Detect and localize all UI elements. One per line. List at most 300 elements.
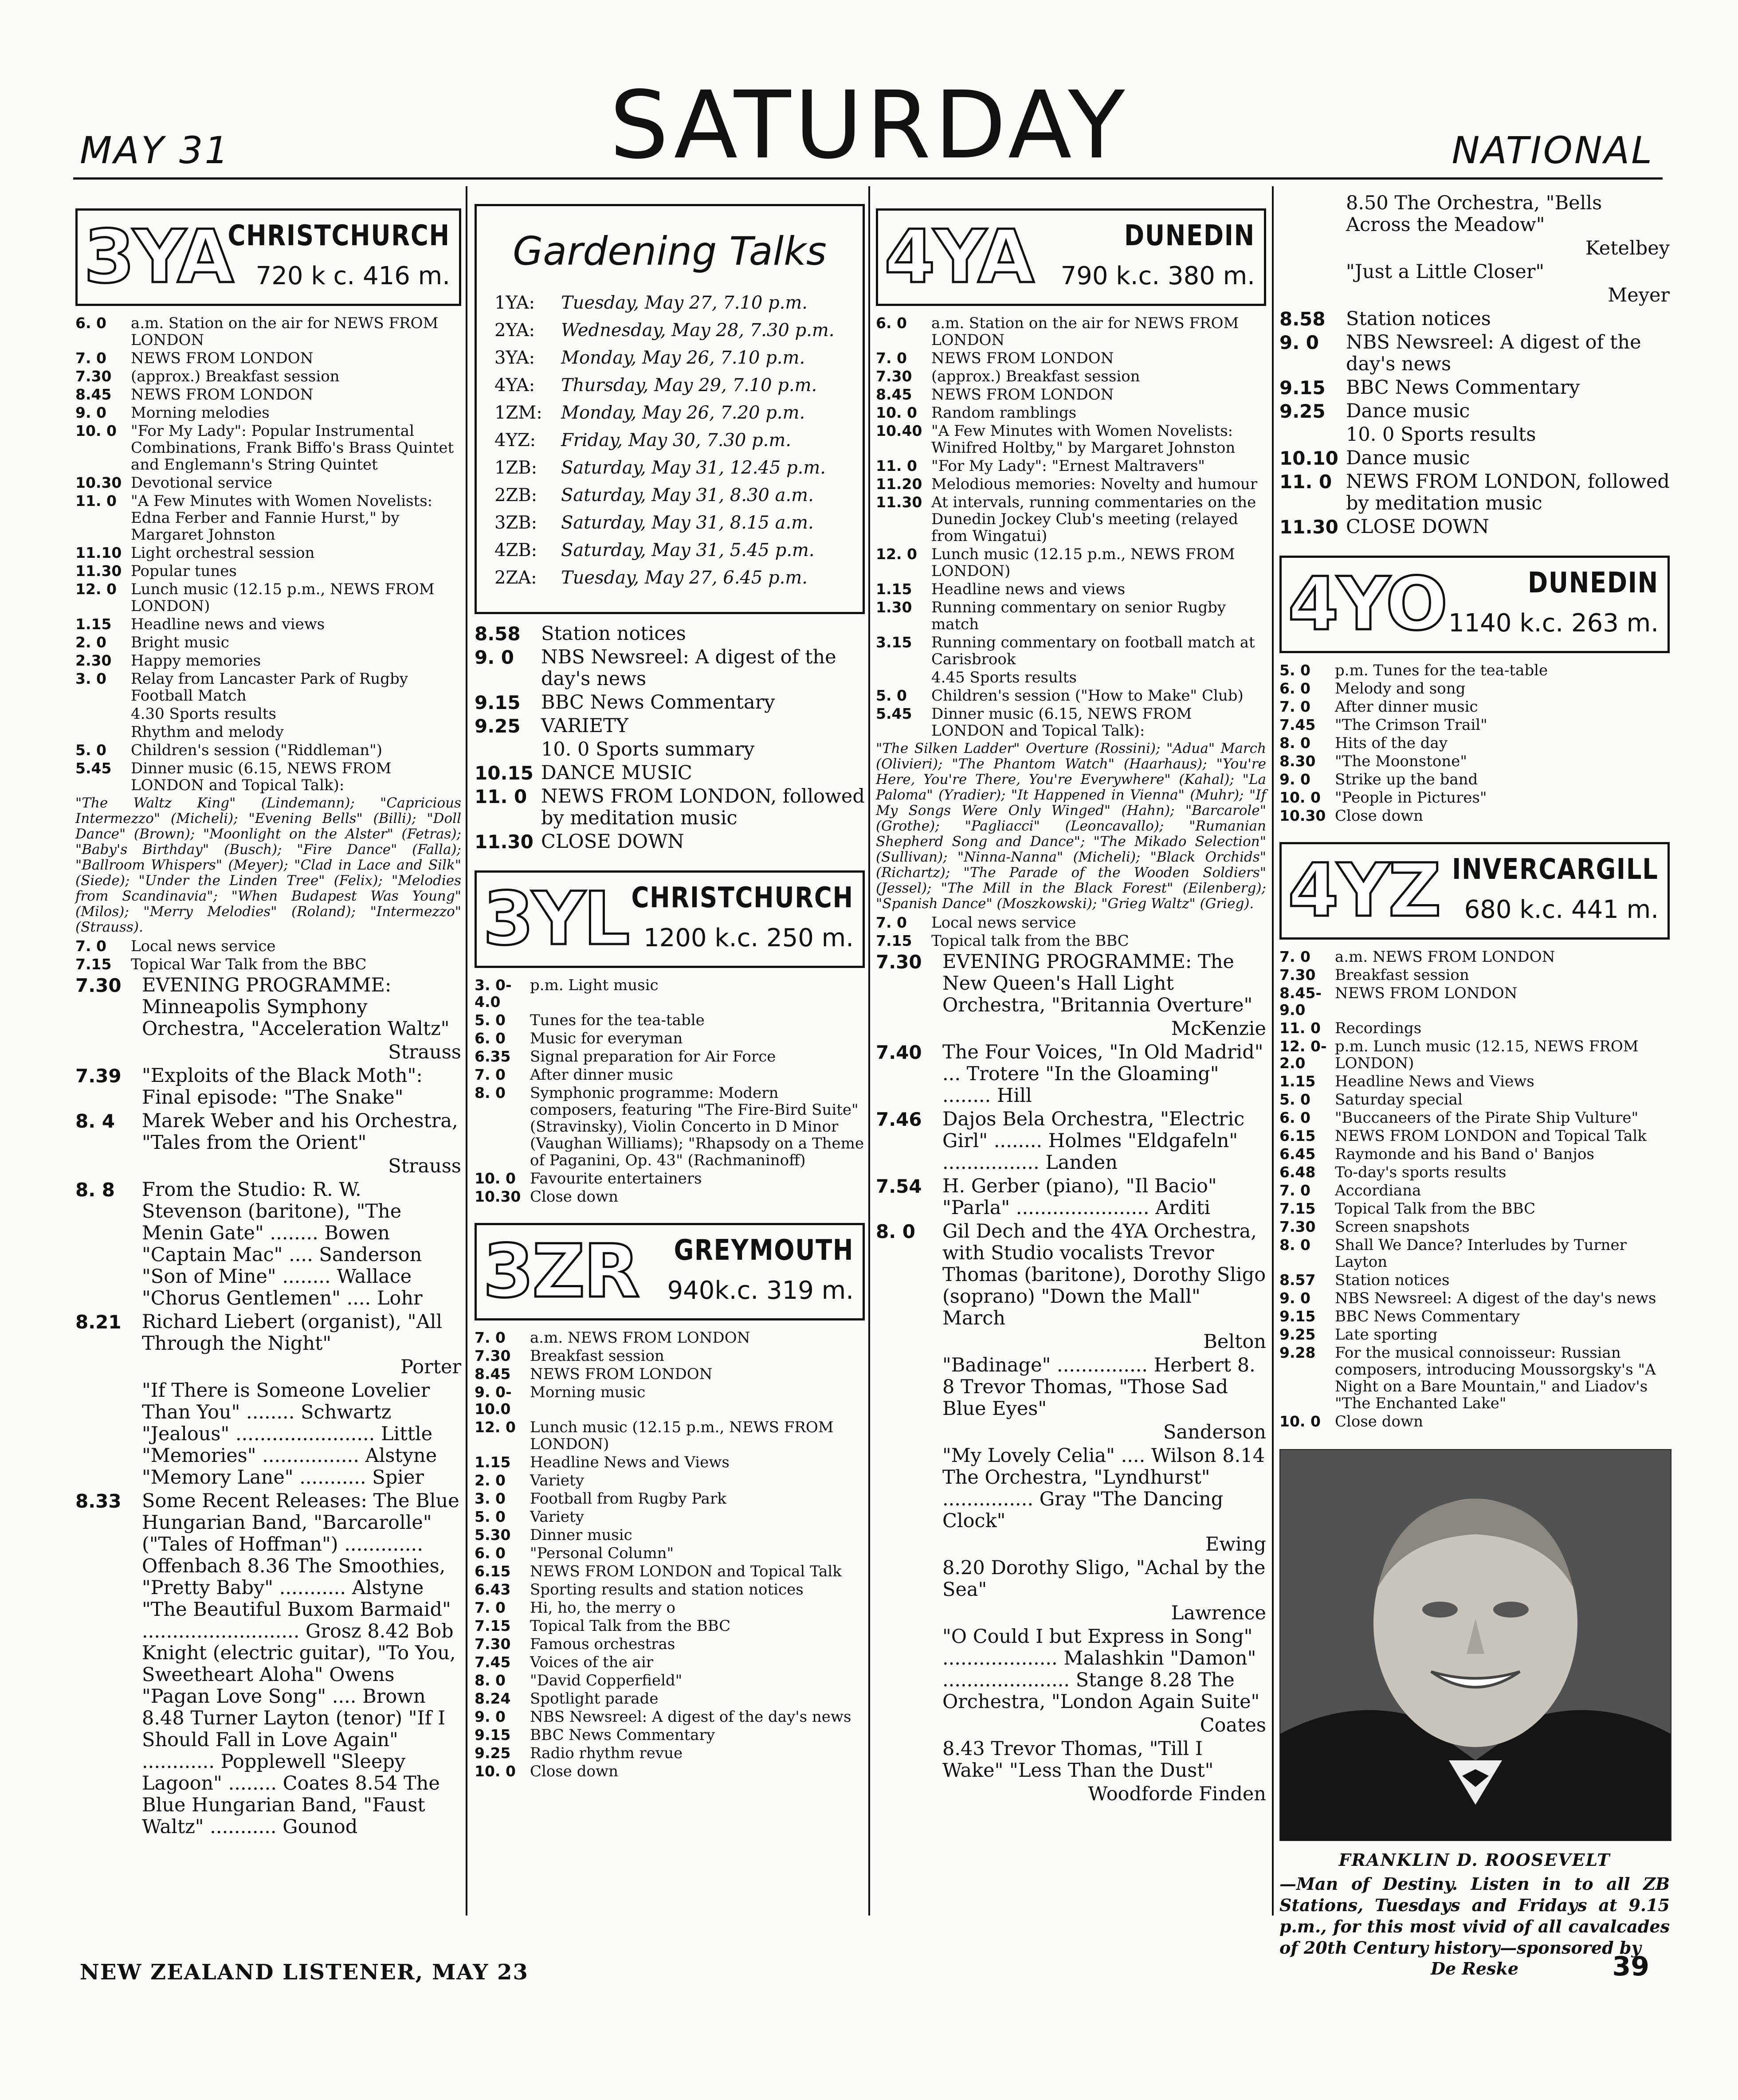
photo-caption-sponsor: De Reske [1430,1959,1518,1979]
schedule-item: Radio rhythm revue [530,1744,683,1762]
schedule-time: 7.30 [876,368,912,385]
gardening-talk-item [494,292,845,314]
schedule-row [876,705,1266,739]
composer-line [75,1042,461,1063]
header-rule [73,177,1663,180]
schedule-item: Saturday special [1335,1091,1463,1109]
schedule-item: Headline news and views [131,615,325,633]
gardening-talk-item [494,347,845,369]
schedule-row [475,1066,865,1083]
schedule-row [75,404,461,421]
schedule-row [1279,400,1670,422]
schedule-item: NBS Newsreel: A digest of the day's news [541,646,836,690]
schedule-time: 8.21 [75,1311,122,1333]
schedule-time: 11.30 [1279,516,1338,538]
gardening-station: 2ZB: [494,485,537,505]
schedule-item: NEWS FROM LONDON, followed by meditation music [1346,470,1670,514]
schedule-row [75,563,461,580]
schedule-item: Lunch music (12.15 p.m., NEWS FROM LONDON) [530,1418,834,1453]
gardening-station: 1YA: [494,293,535,313]
schedule-row [1279,662,1670,679]
schedule-time: 7.45 [475,1653,511,1671]
schedule-time: 6.43 [475,1581,511,1598]
schedule-time: 10.15 [475,762,534,784]
schedule-row [75,652,461,669]
schedule-time: 6.15 [1279,1127,1316,1144]
schedule-row [475,1384,865,1418]
page-number: 39 [1612,1951,1649,1982]
schedule-time: 8.33 [75,1490,122,1512]
schedule-row [475,1563,865,1580]
schedule-time [876,669,931,686]
schedule-row [475,692,865,713]
schedule-row [1279,192,1670,236]
schedule-time: 8.58 [1279,308,1326,330]
schedule-list [876,315,1266,739]
schedule-item: Melody and song [1335,680,1466,697]
schedule-item: a.m. Station on the air for NEWS FROM LONDON [131,314,439,349]
schedule-item: The Four Voices, "In Old Madrid" ... Trotere "In the Gloaming" ........ Hill [942,1041,1263,1107]
schedule-row [75,1311,461,1355]
schedule-time: 6.45 [1279,1145,1316,1163]
schedule-row [1279,1237,1670,1270]
schedule-row [75,705,461,722]
gardening-talk-item [494,457,845,479]
gardening-talks-box [475,204,865,614]
station-logo: 4YA [884,214,1033,299]
schedule-row [475,1545,865,1562]
schedule-item: 4.45 Sports results [931,669,1077,686]
schedule-row [75,350,461,367]
schedule-time: 6. 0 [75,314,106,332]
schedule-time: 11.30 [475,831,534,853]
schedule-row [1279,985,1670,1019]
schedule-time: 1.15 [1279,1073,1316,1090]
schedule-row [876,476,1266,493]
schedule-time: 10. 0 [1279,789,1321,806]
schedule-row [475,786,865,829]
schedule-item: NBS Newsreel: A digest of the day's news [530,1708,851,1726]
schedule-time: 7.15 [475,1617,511,1634]
schedule-item: Morning music [530,1383,646,1401]
composer-name: McKenzie [1171,1018,1266,1040]
schedule-item: Headline News and Views [530,1454,730,1471]
schedule-item: Dajos Bela Orchestra, "Electric Girl" ........ Holmes "Eldgafeln" ................ Landen [942,1108,1245,1174]
page-title: SATURDAY [609,71,1129,180]
station-logo: 4YO [1288,561,1446,646]
schedule-row [75,1380,461,1489]
gardening-station: 2YA: [494,320,535,341]
schedule-time: 7. 0 [475,1066,506,1083]
gardening-date: Friday, May 30, 7.30 p.m. [561,430,792,451]
schedule-time [1279,192,1346,236]
schedule-row [475,1618,865,1634]
schedule-item: Sporting results and station notices [530,1581,804,1599]
station-frequency: 720 k c. 416 m. [255,262,450,290]
spacer [876,1534,942,1555]
spacer [75,1156,142,1177]
schedule-time: 9. 0 [475,646,514,668]
schedule-time: 12. 0 [75,580,117,598]
station-header-4yo [1279,556,1670,653]
schedule-time: 10.30 [1279,807,1326,824]
gardening-date: Thursday, May 29, 7.10 p.m. [561,375,817,396]
station-name: CHRISTCHURCH [631,882,854,914]
schedule-item: Dance music [1346,400,1470,422]
schedule-time: 8. 0 [876,1221,916,1242]
station-frequency: 1200 k.c. 250 m. [643,924,854,952]
schedule-item: Football from Rugby Park [530,1490,726,1508]
composer-name: Strauss [388,1155,461,1177]
schedule-item: BBC News Commentary [530,1726,715,1744]
gardening-talk-item [494,484,845,506]
station-name: INVERCARGILL [1452,853,1659,886]
schedule-item: "Buccaneers of the Pirate Ship Vulture" [1335,1109,1639,1127]
schedule-time: 3.15 [876,634,912,651]
schedule-time: 8. 0 [1279,1236,1310,1254]
schedule-row [876,687,1266,704]
schedule-time [75,1380,142,1489]
schedule-row [1279,680,1670,697]
schedule-row [1279,1038,1670,1072]
schedule-item: EVENING PROGRAMME: The New Queen's Hall Light Orchestra, "Britannia Overture" [942,951,1253,1016]
composer-line [876,1602,1266,1624]
schedule-time: 7.15 [1279,1200,1316,1217]
schedule-time: 8.30 [1279,752,1316,770]
schedule-item: "My Lovely Celia" .... Wilson 8.14 The Orchestra, "Lyndhurst" ............... Gray "The Dancing Clock" [942,1445,1265,1532]
evening-programme [75,975,461,1838]
schedule-row [1279,1073,1670,1090]
schedule-item: NEWS FROM LONDON [931,349,1114,367]
schedule-time: 9.15 [1279,377,1326,399]
column-1 [75,191,461,1840]
schedule-time [876,1738,942,1782]
station-header-4yz [1279,842,1670,940]
schedule-item: Running commentary on football match at Carisbrook [931,634,1255,668]
schedule-row [75,493,461,543]
gardening-talk-item [494,567,845,589]
evening-programme [876,951,1266,1805]
spacer [1279,285,1346,306]
spacer [75,1042,142,1063]
schedule-item: Headline news and views [931,580,1126,598]
schedule-row [475,715,865,737]
schedule-item: NEWS FROM LONDON [131,349,314,367]
schedule-item: Close down [1335,807,1423,825]
schedule-row [75,368,461,385]
schedule-time: 7.30 [1279,966,1316,983]
schedule-item: Station notices [1335,1271,1450,1289]
schedule-row [475,1188,865,1205]
schedule-time [876,1557,942,1601]
station-frequency: 940k.c. 319 m. [667,1276,854,1305]
schedule-list [876,914,1266,949]
schedule-time: 2.30 [75,652,112,669]
schedule-time: 1.15 [75,615,112,633]
schedule-item: EVENING PROGRAMME: Minneapolis Symphony Orchestra, "Acceleration Waltz" [142,974,450,1040]
schedule-row [1279,377,1670,399]
schedule-list [475,977,865,1205]
schedule-item: Local news service [931,914,1076,932]
gardening-date: Saturday, May 31, 5.45 p.m. [561,540,815,560]
gardening-station: 3YA: [494,348,535,368]
schedule-row [475,1690,865,1707]
composer-name: Lawrence [1171,1602,1266,1624]
schedule-item: 10. 0 Sports results [1346,423,1536,446]
schedule-time: 3. 0-4.0 [475,976,512,1011]
schedule-row [475,977,865,1011]
schedule-item: CLOSE DOWN [541,831,684,853]
schedule-time: 7.30 [876,951,922,973]
schedule-item: "O Could I but Express in Song" ................... Malashkin "Damon" ..................... Stange 8.28 The Orchestra, "London Again Suite" [942,1626,1260,1713]
schedule-time: 9. 0 [1279,1289,1310,1307]
schedule-item: Hi, ho, the merry o [530,1599,675,1617]
schedule-time: 9.15 [475,1726,511,1743]
photo-caption: —Man of Destiny. Listen in to all ZB Stations, Tuesdays and Fridays at 9.15 p.m., for this most vivid of all cavalcades of 20th Century history—sponsored by [1279,1874,1670,1958]
schedule-time: 7.30 [75,368,112,385]
schedule-time: 11.10 [75,544,122,561]
schedule-time: 5. 0 [1279,1091,1310,1108]
schedule-time: 10. 0 [1279,1413,1321,1430]
schedule-row [1279,308,1670,330]
station-logo: 3YA [84,214,232,299]
schedule-row [1279,261,1670,283]
gardening-talk-item [494,512,845,534]
schedule-row [75,975,461,1040]
schedule-item: Lunch music (12.15 p.m., NEWS FROM LONDON) [931,545,1235,580]
schedule-row [1279,967,1670,983]
schedule-time: 11.30 [75,562,122,580]
schedule-time: 11.30 [876,494,922,511]
schedule-time: 6. 0 [1279,1109,1310,1126]
column-divider [1272,186,1274,1916]
evening-programme-continued [1279,192,1670,306]
schedule-item: p.m. Light music [530,976,659,994]
schedule-item: Dance music [1346,447,1470,469]
spacer [876,1783,942,1805]
schedule-row [475,1763,865,1780]
schedule-item: Breakfast session [1335,966,1469,984]
schedule-row [876,1445,1266,1532]
station-name: DUNEDIN [1124,219,1255,252]
gardening-talk-item [494,402,845,424]
schedule-item: Morning melodies [131,404,270,422]
composer-name: Woodforde Finden [1088,1783,1266,1805]
schedule-time: 11. 0 [75,492,117,509]
schedule-time: 7.46 [876,1109,922,1130]
schedule-item: Happy memories [131,652,261,670]
schedule-item: 4.30 Sports results [131,705,276,723]
schedule-item: Raymonde and his Band o' Banjos [1335,1145,1594,1163]
schedule-time [75,705,131,722]
schedule-row [75,956,461,973]
gardening-talks-list [494,292,845,589]
schedule-item: a.m. NEWS FROM LONDON [1335,948,1555,966]
schedule-time: 1.30 [876,599,912,616]
spacer [1279,238,1346,259]
schedule-item: VARIETY [541,715,629,737]
schedule-time: 7.39 [75,1065,122,1087]
schedule-item: Station notices [1346,308,1491,330]
schedule-row [1279,948,1670,965]
schedule-item: NEWS FROM LONDON [131,386,314,404]
schedule-time: 7.40 [876,1042,922,1063]
schedule-row [876,932,1266,949]
schedule-row [1279,1020,1670,1037]
spacer [75,1356,142,1378]
schedule-time: 1.15 [475,1454,511,1471]
schedule-item: Lunch music (12.15 p.m., NEWS FROM LONDON) [131,580,435,615]
schedule-time [876,1355,942,1420]
schedule-time: 8.45 [475,1365,511,1383]
schedule-row [1279,1308,1670,1325]
schedule-row [876,951,1266,1016]
schedule-item: BBC News Commentary [1346,376,1580,399]
schedule-item: 8.50 The Orchestra, "Bells Across the Meadow" [1346,192,1602,236]
column-3 [876,191,1266,1807]
schedule-time: 7. 0 [876,914,907,931]
schedule-row [1279,1326,1670,1343]
schedule-item: Dinner music (6.15, NEWS FROM LONDON and Topical Talk): [131,760,392,794]
gardening-talk-item [494,374,845,396]
schedule-time: 5. 0 [75,741,106,759]
schedule-time [1279,424,1346,446]
schedule-item: For the musical connoisseur: Russian composers, introducing Moussorgsky's "A Night on a Bare Mountain," and Liadov's "The Enchanted Lake" [1335,1344,1656,1412]
schedule-item: "Just a Little Closer" [1346,261,1545,283]
schedule-row [75,1490,461,1838]
schedule-row [475,1472,865,1489]
schedule-time: 6. 0 [475,1544,506,1562]
schedule-time: 10. 0 [876,404,917,421]
composer-line [876,1783,1266,1805]
schedule-row [1279,735,1670,752]
schedule-time: 6. 0 [1279,680,1310,697]
schedule-list [1279,662,1670,824]
photo-caption-name: FRANKLIN D. ROOSEVELT [1338,1850,1611,1870]
schedule-time: 8.45 [876,386,912,403]
schedule-item: Topical talk from the BBC [931,932,1129,950]
schedule-row [75,760,461,794]
column-divider [466,186,467,1916]
schedule-row [475,1672,865,1689]
schedule-row [876,1175,1266,1219]
composer-name: Coates [1200,1714,1266,1736]
schedule-time: 7.15 [876,932,912,949]
schedule-item: Close down [530,1188,618,1206]
station-name: GREYMOUTH [674,1234,854,1267]
schedule-time: 3. 0 [475,1490,506,1507]
schedule-item: "David Copperfield" [530,1672,683,1689]
schedule-item: NEWS FROM LONDON, followed by meditation music [541,785,865,829]
schedule-item: "The Moonstone" [1335,752,1467,770]
spacer [876,1422,942,1443]
schedule-item: 8.20 Dorothy Sligo, "Achal by the Sea" [942,1557,1266,1601]
schedule-row [75,386,461,403]
schedule-item: Melodious memories: Novelty and humour [931,475,1258,493]
schedule-time: 11. 0 [1279,471,1332,493]
station-header-4ya [876,208,1266,306]
schedule-row [1279,1182,1670,1199]
composer-line [876,1422,1266,1443]
gardening-date: Saturday, May 31, 8.15 a.m. [561,513,814,533]
composer-line [876,1018,1266,1040]
schedule-time: 8.45-9.0 [1279,984,1322,1019]
schedule-item: "Personal Column" [530,1544,674,1562]
schedule-time: 8. 0 [475,1084,506,1101]
header-date: MAY 31 [80,129,230,172]
schedule-row [876,1355,1266,1420]
schedule-row [876,368,1266,385]
gardening-talk-item [494,539,845,561]
schedule-item: Hits of the day [1335,734,1448,752]
schedule-row [1279,1290,1670,1307]
schedule-item: BBC News Commentary [1335,1308,1520,1325]
composer-name: Meyer [1608,284,1670,306]
schedule-item: At intervals, running commentaries on the Dunedin Jockey Club's meeting (relayed from Wingatui) [931,494,1256,545]
schedule-row [75,616,461,633]
schedule-list [1279,308,1670,538]
schedule-list [1279,948,1670,1430]
schedule-time: 11.20 [876,475,922,493]
dinner-music-note: "The Silken Ladder" Overture (Rossini); "Adua" March (Olivieri); "The Phantom Watch" (Haarhaus); "You're Here, You're There, You're Everywhere" (Kahal); "La Paloma" (Yradier); "It Happened in Vienna" (Muhr); "If My Songs Were Only Winged" (Hahn); "Barcarole" (Grothe); "Pagliacci" (Leoncavallo); "Rumanian Shepherd Song and Dance"; "The Mikado Selection" (Sullivan); "Ninna-Nanna" (Micheli); "Black Orchids" (Richartz); "The Parade of the Wooden Soldiers" (Jessel); "The Mill in the Black Forest" (Eilenberg); "Spanish Dance" (Moszkowski); "Grieg Waltz" (Grieg). [876,740,1266,912]
composer-line [876,1331,1266,1353]
schedule-row [475,1490,865,1507]
schedule-item: NBS Newsreel: A digest of the day's news [1346,331,1641,375]
schedule-time: 9.28 [1279,1344,1316,1361]
schedule-row [475,1581,865,1598]
schedule-time: 7. 0 [475,1329,506,1346]
schedule-row [876,1738,1266,1782]
schedule-item: Late sporting [1335,1326,1438,1344]
schedule-time: 6.35 [475,1048,511,1065]
gardening-station: 3ZB: [494,513,537,533]
schedule-row [475,1636,865,1653]
schedule-time: 10.30 [75,474,122,491]
schedule-item: CLOSE DOWN [1346,516,1489,538]
schedule-time: 11. 0 [475,786,527,807]
schedule-time: 8. 0 [1279,734,1310,752]
schedule-row [876,1626,1266,1713]
schedule-time: 10.40 [876,422,922,439]
schedule-row [1279,447,1670,469]
schedule-item: H. Gerber (piano), "Il Bacio" "Parla" ...................... Arditi [942,1175,1217,1219]
schedule-time: 9. 0 [1279,332,1319,353]
schedule-row [876,315,1266,349]
schedule-time: 7.15 [75,956,112,973]
footer-publication: NEW ZEALAND LISTENER, MAY 23 [80,1960,529,1985]
schedule-time: 10. 0 [475,1170,516,1187]
schedule-item: Random ramblings [931,404,1077,422]
schedule-item: Topical War Talk from the BBC [131,956,367,973]
schedule-time: 10. 0 [475,1763,516,1780]
schedule-row [1279,807,1670,824]
composer-name: Ewing [1205,1533,1266,1555]
schedule-row [475,646,865,690]
schedule-item: Shall We Dance? Interludes by Turner Layton [1335,1236,1627,1271]
schedule-time: 9. 0 [75,404,106,421]
schedule-time: 9. 0 [1279,771,1310,788]
schedule-row [475,1012,865,1029]
schedule-row [475,1727,865,1743]
gardening-station: 2ZA: [494,568,537,588]
composer-line [1279,285,1670,306]
gardening-date: Wednesday, May 28, 7.30 p.m. [561,320,835,341]
schedule-row [876,386,1266,403]
schedule-item: Topical Talk from the BBC [530,1617,731,1635]
schedule-row [876,494,1266,545]
schedule-row [1279,1218,1670,1235]
station-header-3yl [475,870,865,968]
